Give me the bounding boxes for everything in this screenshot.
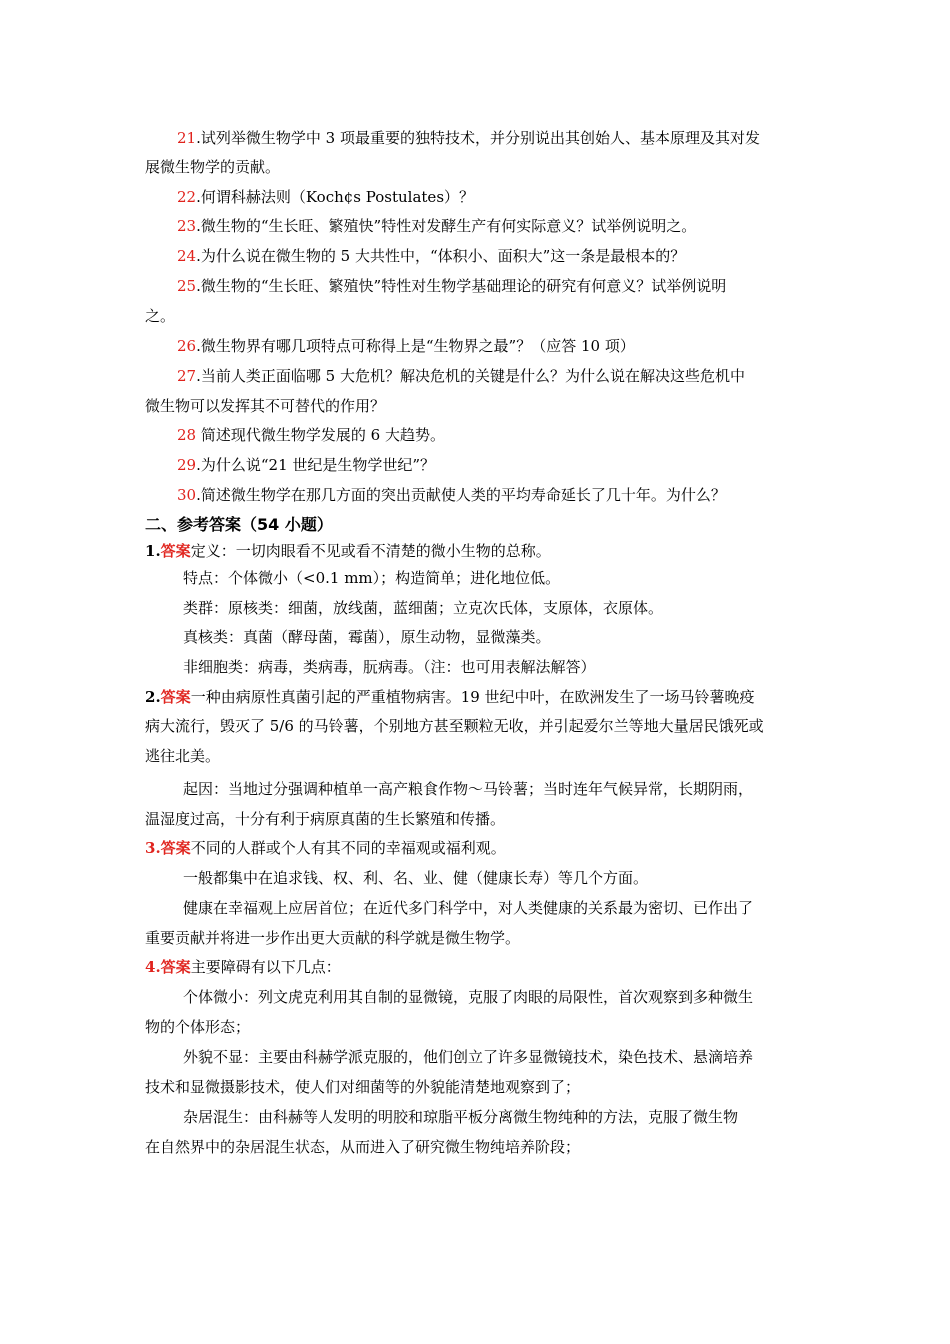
- question-number: 26: [177, 337, 197, 355]
- section-heading: 二、参考答案（54 小题）: [145, 515, 333, 534]
- answer-2-para: 起因：当地过分强调种植单一高产粮食作物～马铃薯；当时连年气候异常，长期阴雨，: [183, 780, 754, 798]
- question-text: 简述现代微生物学发展的 6 大趋势。: [196, 426, 445, 444]
- answer-4: 4.答案主要障碍有以下几点：: [145, 958, 341, 976]
- answer-1-line: 类群：原核类：细菌，放线菌，蓝细菌；立克次氏体，支原体，衣原体。: [183, 599, 664, 617]
- answer-text: 一种由病原性真菌引起的严重植物病害。19 世纪中叶，在欧洲发生了一场马铃薯晚疫: [190, 688, 755, 706]
- question-21: [177, 128, 760, 148]
- question-text: .为什么说在微生物的 5 大共性中，“体积小、面积大”这一条是最根本的？: [196, 247, 686, 265]
- question-number: 24: [177, 247, 197, 265]
- answer-tag: 答案: [160, 542, 191, 560]
- question-number: 22: [177, 188, 197, 206]
- question-28: [177, 425, 445, 445]
- question-text: .微生物界有哪几项特点可称得上是“生物界之最”？（应答 10 项）: [196, 337, 635, 355]
- answer-number: 2: [145, 688, 156, 706]
- answer-text: 不同的人群或个人有其不同的幸福观或福利观。: [190, 839, 506, 857]
- answer-text: 定义：一切肉眼看不见或看不清楚的微小生物的总称。: [190, 542, 551, 560]
- answer-3: 3.答案不同的人群或个人有其不同的幸福观或福利观。: [145, 839, 506, 857]
- answer-4-item-cont: 物的个体形态；: [145, 1018, 251, 1036]
- answer-3-cont: 重要贡献并将进一步作出更大贡献的科学就是微生物学。: [145, 929, 521, 947]
- question-30: [177, 485, 726, 505]
- question-26: [177, 336, 635, 356]
- question-25-cont: 之。: [145, 307, 176, 325]
- question-text: .微生物的“生长旺、繁殖快”特性对发酵生产有何实际意义？试举例说明之。: [196, 217, 697, 235]
- answer-2-para-cont: 温湿度过高，十分有利于病原真菌的生长繁殖和传播。: [145, 810, 506, 828]
- answer-4-item: 杂居混生：由科赫等人发明的明胶和琼脂平板分离微生物纯种的方法，克服了微生物: [183, 1108, 739, 1126]
- answer-tag: 答案: [160, 839, 191, 857]
- answer-1-line: 特点：个体微小（<0.1 mm）；构造简单；进化地位低。: [183, 569, 561, 587]
- question-27: [177, 366, 745, 386]
- answer-1-line: 真核类：真菌（酵母菌，霉菌），原生动物，显微藻类。: [183, 628, 551, 646]
- question-23: [177, 216, 696, 236]
- question-number: 23: [177, 217, 197, 235]
- answer-1-line: 非细胞类：病毒，类病毒，朊病毒。（注：也可用表解法解答）: [183, 658, 596, 676]
- question-21-cont: 展微生物学的贡献。: [145, 158, 281, 176]
- answer-number: 3: [145, 839, 156, 857]
- answer-2: 2.答案一种由病原性真菌引起的严重植物病害。19 世纪中叶，在欧洲发生了一场马铃薯晚疫: [145, 688, 755, 706]
- question-number: 28: [177, 426, 197, 444]
- question-29: [177, 455, 435, 475]
- answer-3-line: 健康在幸福观上应居首位；在近代多门科学中，对人类健康的关系最为密切、已作出了: [183, 899, 754, 917]
- answer-4-item-cont: 技术和显微摄影技术，使人们对细菌等的外貌能清楚地观察到了；: [145, 1078, 581, 1096]
- question-text: .当前人类正面临哪 5 大危机？解决危机的关键是什么？为什么说在解决这些危机中: [196, 367, 745, 385]
- question-number: 21: [177, 129, 197, 147]
- question-text: .为什么说“21 世纪是生物学世纪”？: [196, 456, 436, 474]
- question-number: 29: [177, 456, 197, 474]
- question-25: [177, 276, 726, 296]
- answer-1: 1.答案定义：一切肉眼看不见或看不清楚的微小生物的总称。: [145, 542, 551, 560]
- question-text: .何谓科赫法则（Koch¢s Postulates）？: [196, 188, 475, 206]
- question-number: 30: [177, 486, 197, 504]
- answer-2-cont: 逃往北美。: [145, 747, 221, 765]
- answer-4-item: 个体微小：列文虎克利用其自制的显微镜，克服了肉眼的局限性，首次观察到多种微生: [183, 988, 754, 1006]
- answer-tag: 答案: [160, 688, 191, 706]
- answer-tag: 答案: [160, 958, 191, 976]
- question-number: 25: [177, 277, 197, 295]
- question-24: [177, 246, 685, 266]
- answer-2-cont: 病大流行，毁灭了 5/6 的马铃薯，个别地方甚至颗粒无收，并引起爱尔兰等地大量居民饿死或: [145, 717, 764, 735]
- answer-text: 主要障碍有以下几点：: [190, 958, 341, 976]
- answer-number: 4: [145, 958, 156, 976]
- question-text: .微生物的“生长旺、繁殖快”特性对生物学基础理论的研究有何意义？试举例说明: [196, 277, 727, 295]
- question-number: 27: [177, 367, 197, 385]
- question-text: .简述微生物学在那几方面的突出贡献使人类的平均寿命延长了几十年。为什么？: [196, 486, 726, 504]
- answer-4-item: 外貌不显：主要由科赫学派克服的，他们创立了许多显微镜技术，染色技术、悬滴培养: [183, 1048, 754, 1066]
- answer-number: 1: [145, 542, 156, 560]
- question-text: .试列举微生物学中 3 项最重要的独特技术，并分别说出其创始人、基本原理及其对发: [196, 129, 760, 147]
- answer-3-line: 一般都集中在追求钱、权、利、名、业、健（健康长寿）等几个方面。: [183, 869, 649, 887]
- question-27-cont: 微生物可以发挥其不可替代的作用？: [145, 397, 386, 415]
- question-22: [177, 187, 474, 207]
- answer-4-item-cont: 在自然界中的杂居混生状态，从而进入了研究微生物纯培养阶段；: [145, 1138, 581, 1156]
